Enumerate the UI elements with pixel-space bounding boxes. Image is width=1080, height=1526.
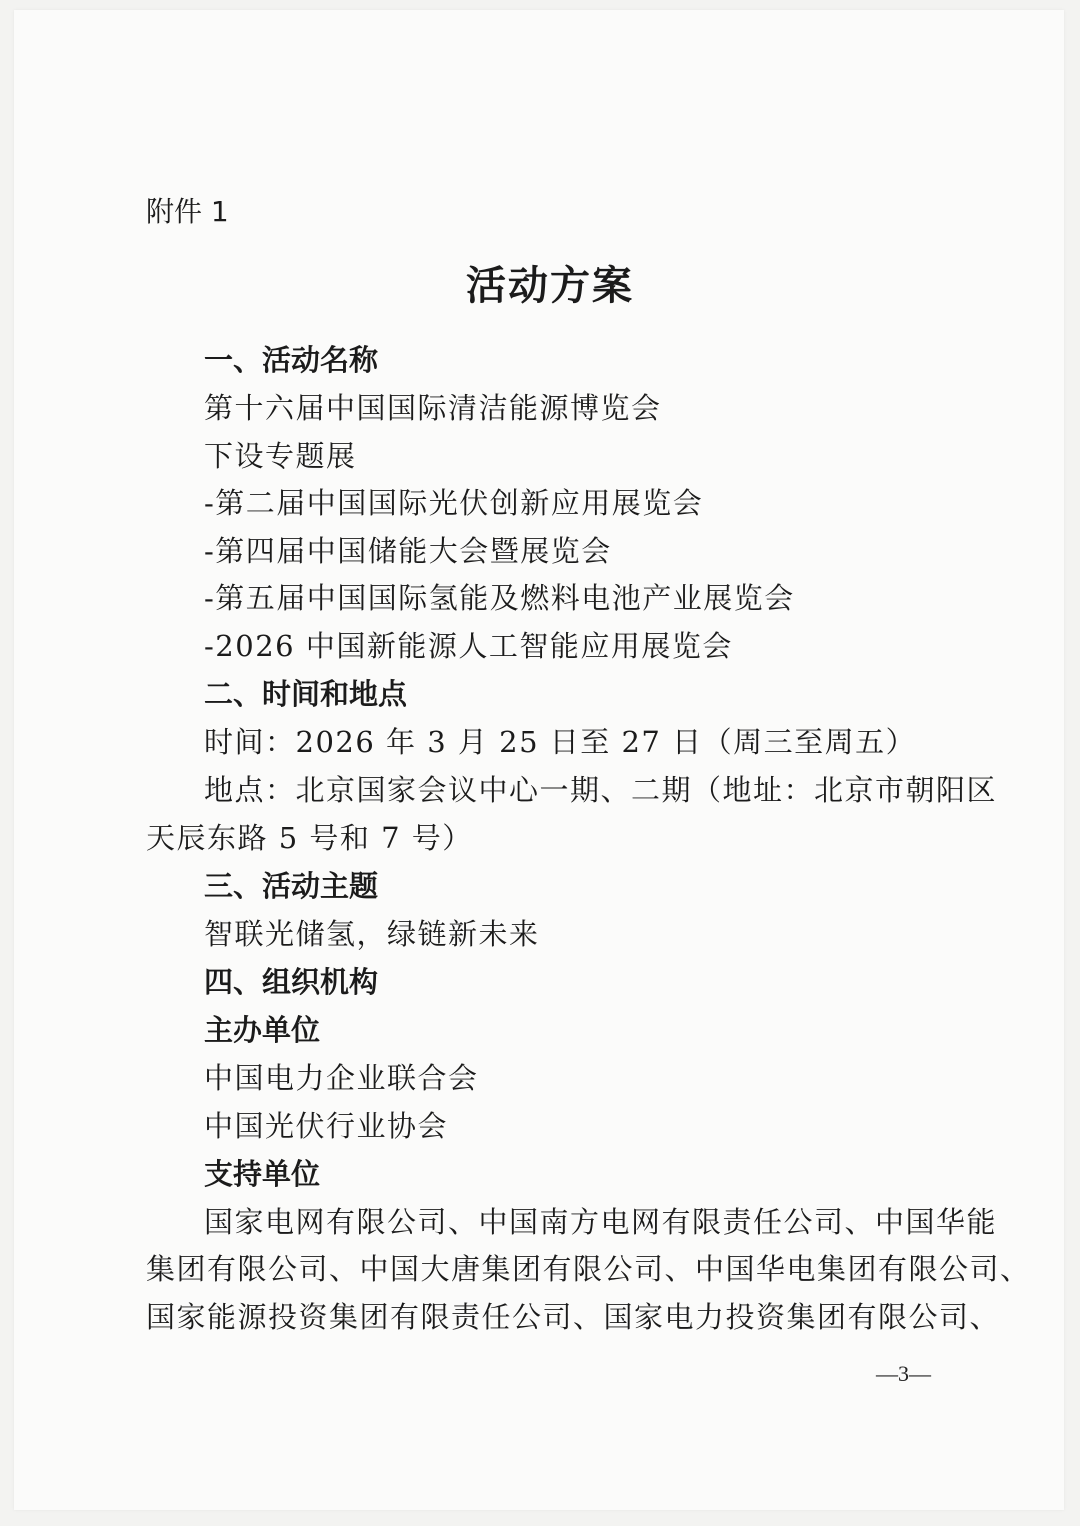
activity-name-line: -第五届中国国际氢能及燃料电池产业展览会: [204, 581, 795, 615]
subsection-heading-support: 支持单位: [204, 1157, 321, 1191]
section-heading-activity-name: 一、活动名称: [204, 343, 379, 377]
subsection-heading-host: 主办单位: [204, 1013, 321, 1047]
activity-name-line: -第二届中国国际光伏创新应用展览会: [204, 486, 704, 520]
section-heading-theme: 三、活动主题: [204, 869, 379, 903]
host-unit-line: 中国电力企业联合会: [204, 1061, 479, 1095]
support-unit-line: 国家电网有限公司、中国南方电网有限责任公司、中国华能: [204, 1205, 998, 1239]
activity-name-line: 下设专题展: [204, 439, 357, 473]
time-line: 时间：2026 年 3 月 25 日至 27 日（周三至周五）: [204, 725, 917, 759]
page-number: —3—: [876, 1361, 931, 1386]
document-title: 活动方案: [466, 262, 634, 309]
document-page: [14, 10, 1064, 1510]
place-line-continued: 天辰东路 5 号和 7 号）: [146, 821, 473, 855]
place-line: 地点：北京国家会议中心一期、二期（地址：北京市朝阳区: [204, 773, 998, 807]
section-heading-organization: 四、组织机构: [204, 965, 379, 999]
host-unit-line: 中国光伏行业协会: [204, 1109, 449, 1143]
section-heading-time-place: 二、时间和地点: [204, 677, 408, 711]
activity-name-line: 第十六届中国国际清洁能源博览会: [204, 391, 662, 425]
activity-name-line: -2026 中国新能源人工智能应用展览会: [204, 629, 733, 663]
support-unit-line: 国家能源投资集团有限责任公司、国家电力投资集团有限公司、: [146, 1300, 1001, 1334]
support-unit-line: 集团有限公司、中国大唐集团有限公司、中国华电集团有限公司、: [146, 1252, 1031, 1286]
attachment-label: 附件 1: [146, 195, 229, 228]
theme-line: 智联光储氢，绿链新未来: [204, 917, 540, 951]
activity-name-line: -第四届中国储能大会暨展览会: [204, 534, 612, 568]
